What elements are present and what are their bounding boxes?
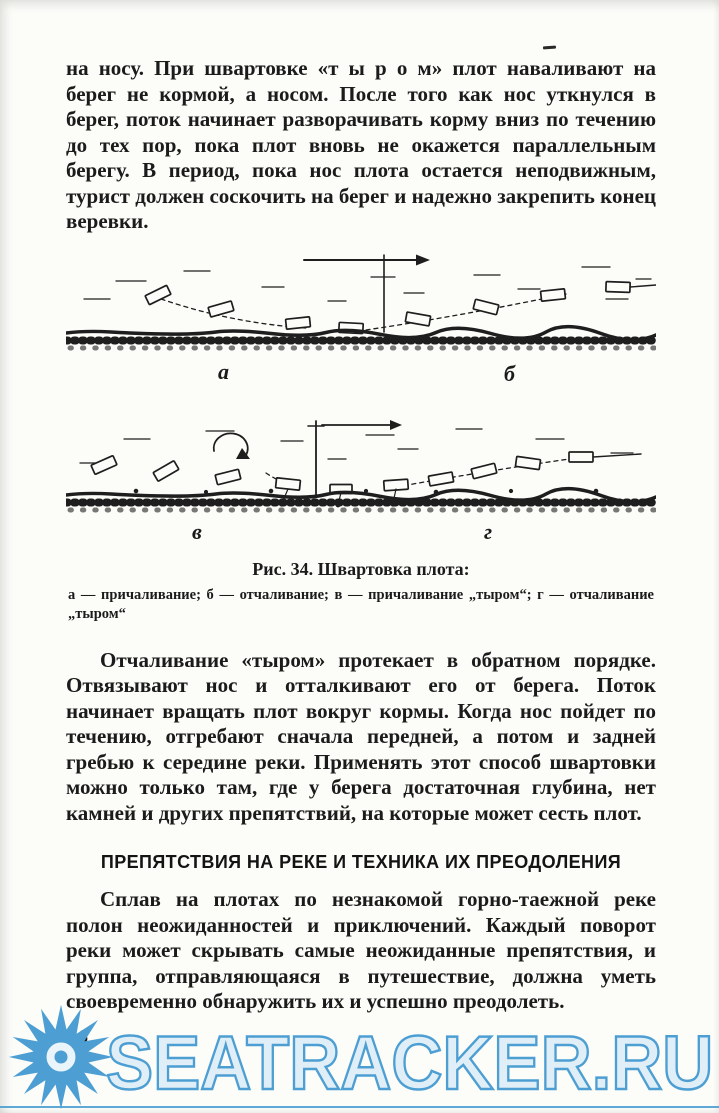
mooring-pole xyxy=(308,421,324,495)
shoreline xyxy=(66,488,656,509)
shoreline xyxy=(66,326,656,347)
figure-caption xyxy=(66,559,656,624)
figure-label-a: а xyxy=(218,358,229,384)
illustration-mooring-top xyxy=(66,249,656,389)
raft-icons xyxy=(91,452,641,494)
figure-label-b: б xyxy=(504,360,515,386)
watermark-text: SEATRACKER.RU xyxy=(106,1021,714,1106)
figure-label-v: в xyxy=(192,518,202,544)
page-content xyxy=(66,56,656,1015)
figure-label-g: г xyxy=(484,518,493,544)
rotation-arrow-icon xyxy=(214,433,250,459)
illustration-mooring-bottom xyxy=(66,411,656,547)
paragraph-obstacles-intro: Сплав на плотах по незнакомой горно-таежной реке полон неожиданностей и приключений. Каждый поворот реки может скрывать самые неожиданные препятствия, и группа, отправляющаяся в путешествие, должна уметь своевременно обнаружить их и успешно преодолеть. xyxy=(66,887,656,1013)
scan-artifact-dash xyxy=(543,46,556,50)
paragraph-mooring: на носу. При швартовке «т ы р о м» плот наваливают на берег не кормой, а носом. После того как нос уткнулся в берег, поток начинает разворачивать корму вниз по течению до тех пор, пока плот вновь не окажется параллельным берегу. В период, пока нос плота остается неподвижным, турист должен соскочить на берег и надежно закрепить конец веревки. xyxy=(66,56,656,233)
paragraph-casting-off: Отчаливание «тыром» протекает в обратном порядке. Отвязывают нос и отталкивают его от берега. Поток начинает вращать плот вокруг кормы. Когда нос пойдет по течению, отгребают сначала передней, а потом и задней гребью к середине реки. Применять этот способ швартовки можно только там, где у берега достаточная глубина, нет камней и других препятствий, на которые может сесть плот. xyxy=(66,647,656,825)
figure-34 xyxy=(66,249,656,624)
current-speed-lines xyxy=(80,429,633,463)
figure-caption-title: Рис. 34. Швартовка плота: xyxy=(252,558,470,579)
watermark-star-icon xyxy=(2,1001,120,1113)
current-direction-arrow-icon xyxy=(322,420,402,430)
figure-caption-detail: а — причаливание; б — отчаливание; в — причаливание „тыром“; г — отчаливание „тыром“ xyxy=(68,586,654,622)
section-heading-obstacles: ПРЕПЯТСТВИЯ НА РЕКЕ И ТЕХНИКА ИХ ПРЕОДОЛЕНИЯ xyxy=(100,852,622,872)
current-direction-arrow-icon xyxy=(304,254,430,265)
